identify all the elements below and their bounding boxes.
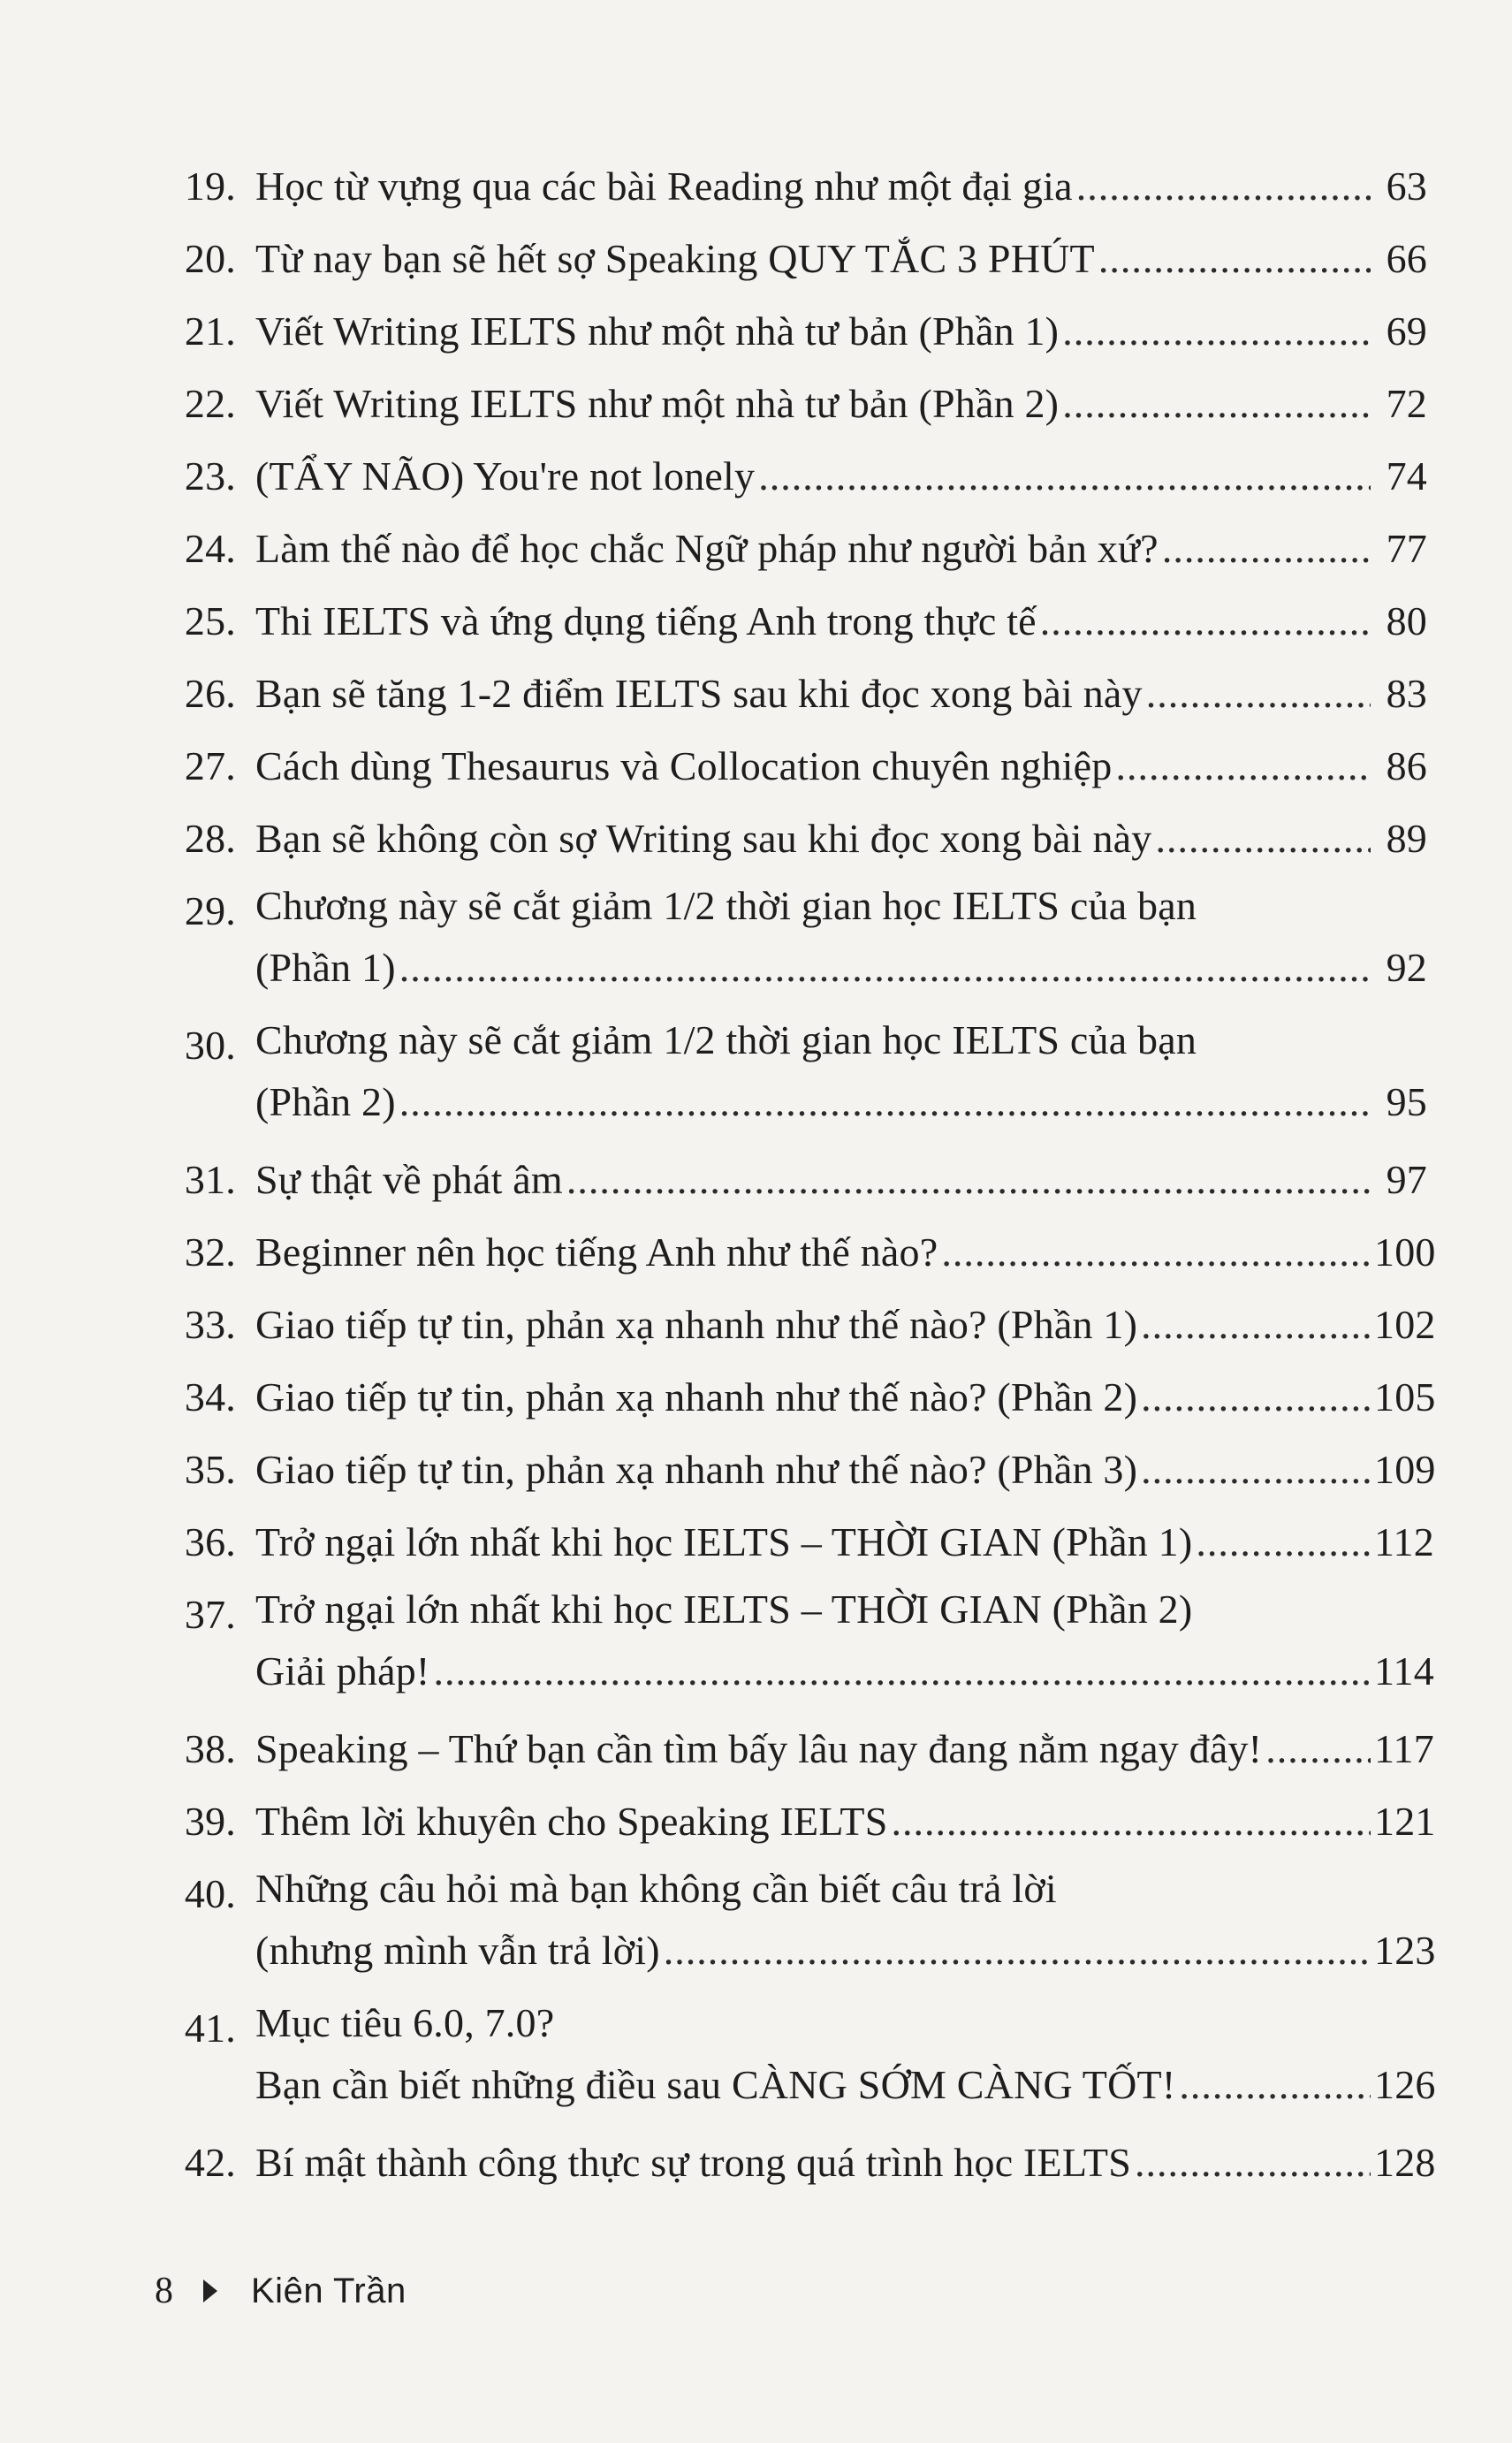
toc-entry-number: 20. <box>184 236 236 281</box>
toc-entry-number: 28. <box>184 816 236 861</box>
toc-entry <box>163 1858 1436 1982</box>
toc-entry-body <box>255 1992 1436 2116</box>
dot-leader <box>1265 1713 1371 1785</box>
toc-entry-body <box>255 1361 1436 1434</box>
toc-entry-line <box>255 803 1427 875</box>
toc-entry-line <box>255 1506 1434 1579</box>
table-of-contents <box>163 150 1436 2199</box>
toc-entry <box>163 1785 1436 1858</box>
toc-entry-title: Trở ngại lớn nhất khi học IELTS – THỜI GIAN (Phần 1) <box>255 1519 1193 1564</box>
toc-entry-number: 25. <box>184 598 236 643</box>
toc-entry-title: Giao tiếp tự tin, phản xạ nhanh như thế nào? (Phần 1) <box>255 1302 1138 1347</box>
dot-leader <box>1141 1289 1371 1361</box>
toc-entry <box>163 223 1427 295</box>
toc-entry-body <box>255 1858 1436 1982</box>
toc-entry-body <box>255 1009 1427 1133</box>
dot-leader <box>1141 1434 1371 1506</box>
dot-leader <box>758 440 1371 513</box>
toc-entry-line <box>255 1071 1427 1133</box>
toc-entry-body <box>255 803 1427 875</box>
toc-entry-page-number: 105 <box>1374 1374 1436 1419</box>
toc-entry-body <box>255 1289 1436 1361</box>
dot-leader <box>1098 223 1371 295</box>
author-name: Kiên Trần <box>251 2271 406 2310</box>
toc-entry-title: Sự thật về phát âm <box>255 1157 563 1202</box>
toc-entry-number: 22. <box>184 381 236 426</box>
toc-entry-number: 36. <box>184 1519 236 1564</box>
page-number: 8 <box>155 2271 173 2311</box>
toc-entry-page-number: 69 <box>1386 308 1427 354</box>
toc-entry-line <box>255 1434 1436 1506</box>
toc-entry-line <box>255 513 1427 585</box>
toc-entry-page-number: 117 <box>1374 1726 1434 1771</box>
toc-entry-line <box>255 1361 1436 1434</box>
toc-entry-number: 41. <box>184 2005 236 2051</box>
toc-entry <box>163 1434 1436 1506</box>
toc-entry-number: 32. <box>184 1229 236 1275</box>
toc-entry-page-number: 74 <box>1386 453 1427 498</box>
toc-entry-title: Giao tiếp tự tin, phản xạ nhanh như thế nào? (Phần 3) <box>255 1447 1138 1492</box>
toc-entry-page-number: 95 <box>1386 1079 1427 1124</box>
toc-entry <box>163 1713 1434 1785</box>
toc-entry-title: Thi IELTS và ứng dụng tiếng Anh trong thực tế <box>255 598 1037 643</box>
toc-entry-number: 29. <box>184 888 236 933</box>
toc-entry-title: Làm thế nào để học chắc Ngữ pháp như người bản xứ? <box>255 526 1159 571</box>
toc-entry-number: 34. <box>184 1374 236 1419</box>
toc-entry-title: Học từ vựng qua các bài Reading như một đại gia <box>255 164 1073 209</box>
toc-entry-line <box>255 368 1427 440</box>
toc-entry-page-number: 80 <box>1386 598 1427 643</box>
toc-entry-page-number: 83 <box>1386 671 1427 716</box>
toc-entry-page-number: 66 <box>1386 236 1427 281</box>
toc-entry-number: 23. <box>184 453 236 498</box>
toc-entry-page-number: 63 <box>1386 164 1427 209</box>
toc-entry-body <box>255 585 1427 658</box>
triangle-right-icon <box>203 2279 217 2302</box>
toc-entry-page-number: 123 <box>1374 1928 1436 1973</box>
toc-entry-number: 19. <box>184 164 236 209</box>
toc-entry-number: 31. <box>184 1157 236 1202</box>
dot-leader <box>566 1144 1371 1216</box>
toc-entry-line <box>255 1920 1436 1982</box>
toc-entry-line <box>255 223 1427 295</box>
toc-entry-body <box>255 730 1427 803</box>
toc-entry-page-number: 77 <box>1386 526 1427 571</box>
dot-leader <box>1179 2054 1371 2116</box>
toc-entry-title: Bí mật thành công thực sự trong quá trình học IELTS <box>255 2140 1132 2185</box>
toc-entry-title: Cách dùng Thesaurus và Collocation chuyên nghiệp <box>255 743 1113 788</box>
toc-entry-page-number: 72 <box>1386 381 1427 426</box>
toc-entry-body <box>255 2127 1436 2199</box>
toc-entry-number: 33. <box>184 1302 236 1347</box>
toc-entry-line <box>255 1579 1427 1640</box>
toc-entry-title: (nhưng mình vẫn trả lời) <box>255 1928 660 1973</box>
toc-entry-body <box>255 368 1427 440</box>
toc-entry-number: 38. <box>184 1726 236 1771</box>
toc-entry <box>163 658 1427 730</box>
toc-entry-page-number: 121 <box>1374 1799 1436 1844</box>
toc-entry-number: 35. <box>184 1447 236 1492</box>
dot-leader <box>1076 150 1371 223</box>
toc-entry-line <box>255 1785 1436 1858</box>
page-footer <box>155 2270 406 2312</box>
dot-leader <box>1141 1361 1371 1434</box>
toc-entry-number: 40. <box>184 1871 236 1916</box>
toc-entry-title: Thêm lời khuyên cho Speaking IELTS <box>255 1799 888 1844</box>
toc-entry <box>163 1506 1434 1579</box>
toc-entry-line <box>255 440 1427 513</box>
toc-entry <box>163 1361 1436 1434</box>
toc-entry-title: Giao tiếp tự tin, phản xạ nhanh như thế nào? (Phần 2) <box>255 1374 1138 1419</box>
dot-leader <box>1146 658 1371 730</box>
toc-entry <box>163 585 1427 658</box>
toc-entry <box>163 150 1427 223</box>
toc-entry-body <box>255 1434 1436 1506</box>
toc-entry-line <box>255 1289 1436 1361</box>
toc-entry-page-number: 97 <box>1386 1157 1427 1202</box>
dot-leader <box>1162 513 1371 585</box>
toc-entry <box>163 1289 1436 1361</box>
toc-entry-body <box>255 440 1427 513</box>
toc-entry-title: Bạn sẽ không còn sợ Writing sau khi đọc xong bài này <box>255 816 1152 861</box>
toc-entry-body <box>255 1785 1436 1858</box>
toc-entry-line <box>255 937 1427 999</box>
toc-entry-line <box>255 1144 1427 1216</box>
toc-entry-number: 24. <box>184 526 236 571</box>
dot-leader <box>941 1216 1371 1289</box>
toc-entry-body <box>255 1216 1436 1289</box>
toc-entry-page-number: 100 <box>1374 1229 1436 1275</box>
toc-entry-line <box>255 875 1427 937</box>
toc-entry-number: 37. <box>184 1592 236 1637</box>
toc-entry <box>163 1992 1436 2116</box>
toc-entry-line <box>255 730 1427 803</box>
toc-entry-number: 27. <box>184 743 236 788</box>
toc-entry-line <box>255 150 1427 223</box>
dot-leader <box>399 1071 1371 1133</box>
dot-leader <box>1135 2127 1371 2199</box>
dot-leader <box>1062 368 1371 440</box>
toc-entry-body <box>255 1506 1434 1579</box>
dot-leader <box>1196 1506 1371 1579</box>
toc-entry-line <box>255 2054 1436 2116</box>
toc-entry-number: 42. <box>184 2140 236 2185</box>
dot-leader <box>399 937 1371 999</box>
toc-entry <box>163 295 1427 368</box>
toc-entry-body <box>255 295 1427 368</box>
dot-leader <box>664 1920 1371 1982</box>
toc-entry-line <box>255 1858 1427 1920</box>
toc-entry-number: 30. <box>184 1023 236 1068</box>
toc-entry-line <box>255 1992 1427 2054</box>
toc-entry-page-number: 109 <box>1374 1447 1436 1492</box>
toc-entry-title: Giải pháp! <box>255 1648 430 1693</box>
toc-entry-body <box>255 875 1427 999</box>
dot-leader <box>1156 803 1371 875</box>
toc-entry-title: Beginner nên học tiếng Anh như thế nào? <box>255 1229 938 1275</box>
toc-entry-title: Viết Writing IELTS như một nhà tư bản (Phần 1) <box>255 308 1060 354</box>
toc-entry <box>163 513 1427 585</box>
toc-entry-page-number: 92 <box>1386 945 1427 990</box>
toc-entry-number: 21. <box>184 308 236 354</box>
toc-entry-number: 26. <box>184 671 236 716</box>
toc-entry-title: Bạn cần biết những điều sau CÀNG SỚM CÀNG TỐT! <box>255 2062 1176 2107</box>
toc-entry-title: Bạn sẽ tăng 1-2 điểm IELTS sau khi đọc xong bài này <box>255 671 1143 716</box>
toc-entry-title: Speaking – Thứ bạn cần tìm bấy lâu nay đang nằm ngay đây! <box>255 1726 1263 1771</box>
toc-entry-title: (Phần 2) <box>255 1079 396 1124</box>
toc-entry-line <box>255 2127 1436 2199</box>
toc-entry-title: (TẨY NÃO) You're not lonely <box>255 453 756 498</box>
toc-entry-body <box>255 1144 1427 1216</box>
toc-entry <box>163 1144 1427 1216</box>
dot-leader <box>892 1785 1371 1858</box>
toc-entry <box>163 2127 1436 2199</box>
toc-entry-number: 39. <box>184 1799 236 1844</box>
toc-entry-page-number: 126 <box>1374 2062 1436 2107</box>
toc-entry-body <box>255 223 1427 295</box>
toc-entry-title: Chương này sẽ cắt giảm 1/2 thời gian học IELTS của bạn <box>255 883 1197 928</box>
toc-entry-body <box>255 1579 1434 1702</box>
toc-entry-line <box>255 1216 1436 1289</box>
toc-entry <box>163 875 1427 999</box>
toc-entry-line <box>255 585 1427 658</box>
toc-entry-line <box>255 658 1427 730</box>
toc-entry <box>163 1216 1436 1289</box>
toc-entry-line <box>255 1009 1427 1071</box>
toc-entry-line <box>255 295 1427 368</box>
toc-entry-line <box>255 1640 1434 1702</box>
toc-entry <box>163 368 1427 440</box>
toc-entry-body <box>255 150 1427 223</box>
toc-entry <box>163 1579 1434 1702</box>
toc-entry-title: Mục tiêu 6.0, 7.0? <box>255 2000 555 2045</box>
dot-leader <box>433 1640 1371 1702</box>
toc-entry-title: Trở ngại lớn nhất khi học IELTS – THỜI GIAN (Phần 2) <box>255 1587 1193 1632</box>
toc-entry <box>163 1009 1427 1133</box>
toc-entry <box>163 440 1427 513</box>
toc-entry-page-number: 89 <box>1386 816 1427 861</box>
toc-entry-page-number: 114 <box>1374 1648 1434 1693</box>
toc-entry-body <box>255 658 1427 730</box>
toc-entry <box>163 803 1427 875</box>
toc-entry-page-number: 86 <box>1386 743 1427 788</box>
toc-entry-body <box>255 513 1427 585</box>
toc-entry <box>163 730 1427 803</box>
toc-entry-page-number: 102 <box>1374 1302 1436 1347</box>
toc-entry-title: Những câu hỏi mà bạn không cần biết câu trả lời <box>255 1866 1057 1911</box>
toc-entry-title: Từ nay bạn sẽ hết sợ Speaking QUY TẮC 3 PHÚT <box>255 236 1095 281</box>
toc-entry-page-number: 112 <box>1374 1519 1434 1564</box>
toc-entry-body <box>255 1713 1434 1785</box>
dot-leader <box>1062 295 1371 368</box>
toc-entry-line <box>255 1713 1434 1785</box>
toc-entry-title: (Phần 1) <box>255 945 396 990</box>
toc-entry-page-number: 128 <box>1374 2140 1436 2185</box>
toc-entry-title: Chương này sẽ cắt giảm 1/2 thời gian học IELTS của bạn <box>255 1017 1197 1062</box>
dot-leader <box>1040 585 1371 658</box>
dot-leader <box>1115 730 1371 803</box>
toc-entry-title: Viết Writing IELTS như một nhà tư bản (Phần 2) <box>255 381 1060 426</box>
